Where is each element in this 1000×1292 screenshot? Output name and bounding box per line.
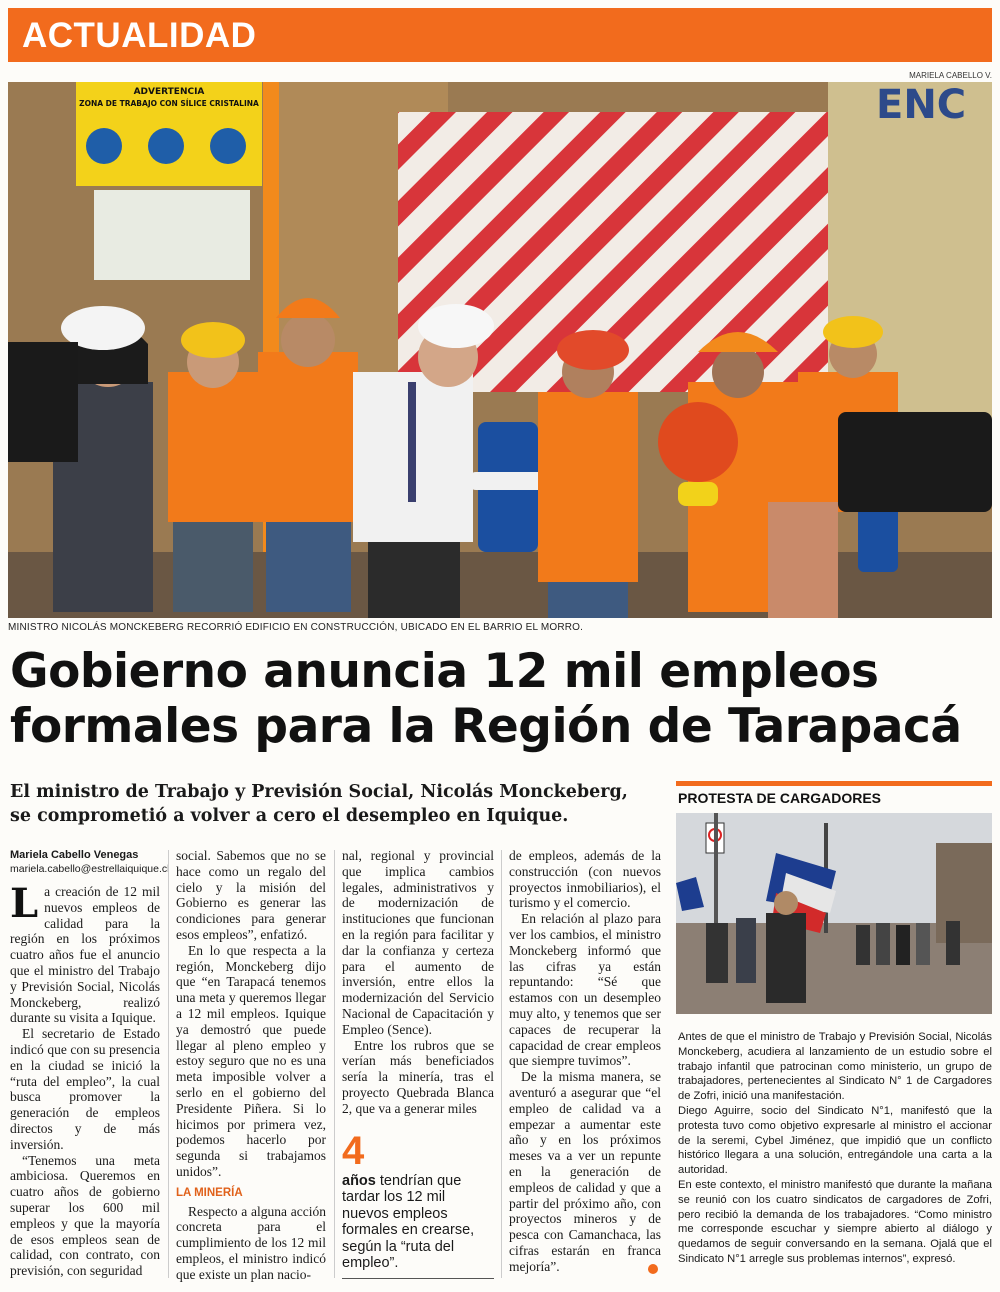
pullquote-number: 4	[342, 1128, 365, 1173]
sidebar-paragraph-3: En este contexto, el ministro manifestó que durante la mañana se reunió con los cuatro sindicatos de cargadores de Zofri, pero recibió la demanda de los trabajadores. “Como ministro me corresponde escuchar y siempre abierto al diálogo y quedamos de seguir conversando en la semana. Ojalá que el Sindicato N°1 arregle sus problemas internos”, expresó.	[678, 1178, 992, 1265]
article-paragraph-6: Respecto a alguna acción concreta para el cumplimiento de los 12 mil empleos, el ministro indicó que existe un plan nacio-	[176, 1203, 326, 1282]
main-photo-caption: MINISTRO NICOLÁS MONCKEBERG RECORRIÓ EDIFICIO EN CONSTRUCCIÓN, UBICADO EN EL BARRIO EL MORRO.	[8, 622, 584, 633]
pullquote	[342, 1173, 494, 1279]
article-paragraph-7: nal, regional y provincial que implica cambios legales, administrativos y de modernización de instituciones que funcionan en la región para facilitar y dar la confianza y certeza para el aumento de inversión, entre ellos la modernización del Servicio Nacional de Capacitación y Empleo (Sence).	[342, 848, 494, 1037]
sidebar-photo-illustration	[676, 813, 992, 1014]
article-paragraph-2: El secretario de Estado indicó que con su presencia en la ciudad se inició la “ruta del empleo”, la cual busca promover la generación de empleos directos y de más inversión.	[10, 1026, 160, 1152]
column-rule	[334, 850, 335, 1278]
sidebar-paragraph-2: Diego Aguirre, socio del Sindicato N°1, manifestó que la protesta tuvo como objetivo expresarle al ministro el accionar de la seremi, Cybel Jiménez, que impidió que un conflicto histórico llegara a una solución, entregándole una carta a la autoridad.	[678, 1104, 992, 1177]
article-column-1	[10, 848, 170, 1279]
wall-text: ENC	[876, 82, 967, 128]
subhead-mineria: LA MINERÍA	[176, 1186, 243, 1199]
article-column-2	[176, 848, 326, 1283]
column-rule	[501, 850, 502, 1278]
main-photo	[8, 82, 992, 618]
sidebar-paragraph-1: Antes de que el ministro de Trabajo y Previsión Social, Nicolás Monckeberg, acudiera al lanzamiento de un estudio sobre el trabajo infantil que patrocinan como ministerio, un grupo de trabajadores, pertenecientes al Sindicato N° 1 de Cargadores de Zofri, inició una manifestación.	[678, 1031, 992, 1103]
article-paragraph-4: social. Sabemos que no se hace como un regalo del cielo y la misión del Gobierno es generar las condiciones para generar esos empleos”, enfatizó.	[176, 848, 326, 942]
section-label: ACTUALIDAD	[22, 16, 257, 55]
article-paragraph-8: Entre los rubros que se verían más beneficiados sería la minería, tras el proyecto Quebrada Blanca 2, que va a generar miles	[342, 1037, 494, 1116]
warning-sign-title: ZONA DE TRABAJO CON SÍLICE CRISTALINA	[79, 99, 259, 108]
article-paragraph-5: En lo que respecta a la región, Monckeberg dijo que “en Tarapacá tenemos una meta y queremos llegar a 12 mil empleos. Iquique ya demostró que puede llegar al pleno empleo y estoy seguro que no es una meta imposible volver a serlo en el gobierno del Presidente Piñera. Si lo hicimos por primera vez, podemos hacerlo por segunda si trabajamos unidos”.	[176, 942, 326, 1179]
video-camera-left	[8, 342, 78, 462]
byline-name: Mariela Cabello Venegas	[10, 849, 139, 861]
article-paragraph-3: “Tenemos una meta ambiciosa. Queremos en cuatro años de gobierno superar los 600 mil empleos y que la mayoría de esos empleos sean de calidad, con contrato, con previsión, con seguridad	[10, 1152, 160, 1279]
article-paragraph-11: De la misma manera, se aventuró a asegurar que “el empleo de calidad va a empezar a aumentar este año y en los próximos meses va a ver un repunte en la generación de empleos de calidad y que a partir del próximo año, con proyectos mineros y de pesca con Camanchaca, las cifras estarán en franca mejoría”.	[509, 1069, 661, 1274]
headline	[10, 644, 990, 754]
pullquote-text: tendrían que tardar los 12 mil nuevos empleos formales en crearse, según la “ruta del empleo”.	[342, 1172, 475, 1272]
photo-credit: MARIELA CABELLO V.	[909, 71, 992, 80]
article-paragraph-1	[10, 880, 160, 1026]
article-paragraph-1-text: a creación de 12 mil nuevos empleos de calidad para la región en los próximos cuatro años fue el anuncio que el ministro del Trabajo y Previsión Social, Nicolás Monckeberg, realizó durante su visita a Iquique.	[10, 884, 160, 1026]
main-photo-illustration	[8, 82, 992, 618]
byline-email: mariela.cabello@estrellaiquique.cl	[10, 863, 170, 875]
article-paragraph-10: En relación al plazo para ver los cambios, el ministro Monckeberg informó que las cifras ya están repuntando: “Sé que estamos con un desempleo muy alto, y tenemos que ser capaces de recuperar la capacidad de crear empleos que siempre tuvimos”.	[509, 911, 661, 1069]
section-header-bar	[8, 8, 992, 62]
warning-sign-top: ADVERTENCIA	[133, 87, 205, 97]
sidebar-photo	[676, 813, 992, 1014]
video-camera	[838, 412, 992, 512]
sidebar-accent-bar	[676, 781, 992, 786]
article-column-4	[509, 848, 661, 1275]
sidebar-title: PROTESTA DE CARGADORES	[678, 790, 882, 806]
article-paragraph-9: de empleos, además de la construcción (con nuevos proyectos inmobiliarios), el turismo y el comercio.	[509, 848, 661, 911]
pullquote-bold: años	[342, 1172, 376, 1189]
column-rule	[168, 850, 169, 1278]
deck: El ministro de Trabajo y Previsión Social, Nicolás Monckeberg, se comprometió a volver a cero el desempleo en Iquique.	[10, 782, 628, 826]
headline-line-2: formales para la Región de Tarapacá	[10, 699, 962, 754]
article-end-mark	[648, 1264, 658, 1274]
dropcap: L	[10, 880, 39, 927]
sidebar-text	[678, 1030, 992, 1267]
headline-line-1: Gobierno anuncia 12 mil empleos	[10, 644, 879, 699]
article-column-3	[342, 848, 494, 1279]
